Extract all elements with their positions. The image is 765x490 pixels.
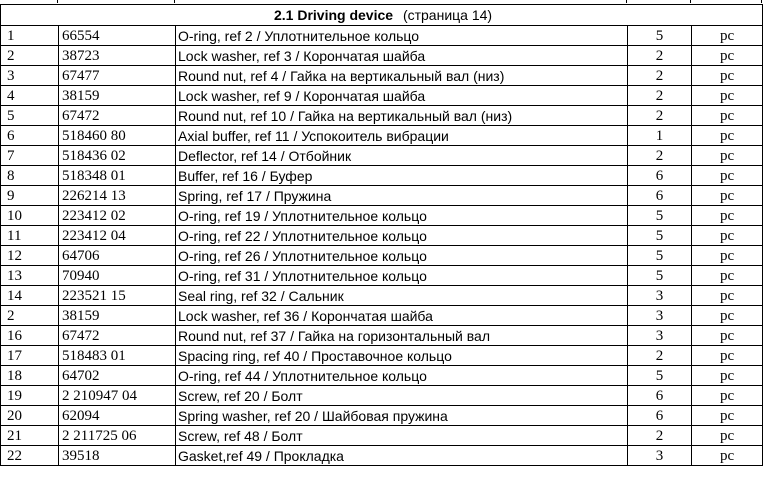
unit-cell[interactable]: pc [692,86,763,106]
quantity-cell[interactable]: 6 [628,386,692,406]
quantity-cell[interactable]: 6 [628,186,692,206]
row-number-cell[interactable]: 9 [1,186,59,206]
quantity-cell[interactable]: 3 [628,306,692,326]
unit-cell[interactable]: pc [692,66,763,86]
unit-cell[interactable]: pc [692,206,763,226]
row-number-cell[interactable]: 2 [1,46,59,66]
table-row [1,386,763,406]
unit-cell[interactable]: pc [692,226,763,246]
part-code-cell[interactable]: 39518 [59,446,176,466]
description-cell[interactable]: Gasket,ref 49 / Прокладка [176,446,628,466]
row-number-cell[interactable]: 19 [1,386,59,406]
description-cell[interactable]: O-ring, ref 22 / Уплотнительное кольцо [176,226,628,246]
quantity-cell[interactable]: 2 [628,346,692,366]
part-code-cell[interactable]: 518460 80 [59,126,176,146]
part-code-cell[interactable]: 64706 [59,246,176,266]
section-number: 2.1 [273,7,294,23]
quantity-cell[interactable]: 1 [628,126,692,146]
quantity-cell[interactable]: 5 [628,266,692,286]
part-code-cell[interactable]: 518436 02 [59,146,176,166]
table-row [1,286,763,306]
unit-cell[interactable]: pc [692,426,763,446]
row-number-cell[interactable]: 20 [1,406,59,426]
row-number-cell[interactable]: 4 [1,86,59,106]
part-code-cell[interactable]: 38159 [59,86,176,106]
part-code-cell[interactable]: 38159 [59,306,176,326]
quantity-cell[interactable]: 2 [628,66,692,86]
table-row [1,86,763,106]
table-row [1,246,763,266]
table-row [1,366,763,386]
description-cell[interactable]: Axial buffer, ref 11 / Успокоитель вибрации [176,126,628,146]
quantity-cell[interactable]: 2 [628,106,692,126]
quantity-cell[interactable]: 2 [628,146,692,166]
table-row [1,226,763,246]
row-number-cell[interactable]: 14 [1,286,59,306]
part-code-cell[interactable]: 38723 [59,46,176,66]
row-number-cell[interactable]: 6 [1,126,59,146]
row-number-cell[interactable]: 1 [1,26,59,46]
table-row [1,446,763,466]
section-header-row [1,5,763,26]
unit-cell[interactable]: pc [692,286,763,306]
row-number-cell[interactable]: 3 [1,66,59,86]
section-header-cell[interactable] [1,5,763,26]
table-row [1,306,763,326]
table-row [1,266,763,286]
row-number-cell[interactable]: 13 [1,266,59,286]
row-number-cell[interactable]: 21 [1,426,59,446]
table-row [1,186,763,206]
quantity-cell[interactable]: 5 [628,366,692,386]
unit-cell[interactable]: pc [692,186,763,206]
row-number-cell[interactable]: 12 [1,246,59,266]
row-number-cell[interactable]: 18 [1,366,59,386]
part-code-cell[interactable]: 67472 [59,106,176,126]
quantity-cell[interactable]: 3 [628,446,692,466]
table-row [1,126,763,146]
description-cell[interactable]: Spacing ring, ref 40 / Проставочное кольцо [176,346,628,366]
unit-cell[interactable]: pc [692,306,763,326]
quantity-cell[interactable]: 5 [628,246,692,266]
quantity-cell[interactable]: 5 [628,206,692,226]
description-cell[interactable]: Screw, ref 48 / Болт [176,426,628,446]
quantity-cell[interactable]: 2 [628,86,692,106]
part-code-cell[interactable]: 223521 15 [59,286,176,306]
table-row [1,46,763,66]
description-cell[interactable]: Round nut, ref 4 / Гайка на вертикальный вал (низ) [176,66,628,86]
description-cell[interactable]: O-ring, ref 2 / Уплотнительное кольцо [176,26,628,46]
unit-cell[interactable]: pc [692,26,763,46]
description-cell[interactable]: Seal ring, ref 32 / Сальник [176,286,628,306]
quantity-cell[interactable]: 5 [628,26,692,46]
row-number-cell[interactable]: 7 [1,146,59,166]
part-code-cell[interactable]: 70940 [59,266,176,286]
description-cell[interactable]: Buffer, ref 16 / Буфер [176,166,628,186]
quantity-cell[interactable]: 3 [628,286,692,306]
table-row [1,66,763,86]
unit-cell[interactable]: pc [692,246,763,266]
quantity-cell[interactable]: 5 [628,226,692,246]
table-row [1,106,763,126]
description-cell[interactable]: Lock washer, ref 3 / Корончатая шайба [176,46,628,66]
description-cell[interactable]: Lock washer, ref 36 / Корончатая шайба [176,306,628,326]
description-cell[interactable]: Lock washer, ref 9 / Корончатая шайба [176,86,628,106]
part-code-cell[interactable]: 223412 04 [59,226,176,246]
row-number-cell[interactable]: 10 [1,206,59,226]
table-row [1,146,763,166]
part-code-cell[interactable]: 64702 [59,366,176,386]
unit-cell[interactable]: pc [692,46,763,66]
description-cell[interactable]: O-ring, ref 26 / Уплотнительное кольцо [176,246,628,266]
table-row [1,346,763,366]
unit-cell[interactable]: pc [692,446,763,466]
part-code-cell[interactable]: 2 211725 06 [59,426,176,446]
parts-table [0,4,763,466]
description-cell[interactable]: O-ring, ref 44 / Уплотнительное кольцо [176,366,628,386]
row-number-cell[interactable]: 11 [1,226,59,246]
description-cell[interactable]: Deflector, ref 14 / Отбойник [176,146,628,166]
row-number-cell[interactable]: 22 [1,446,59,466]
description-cell[interactable]: O-ring, ref 19 / Уплотнительное кольцо [176,206,628,226]
quantity-cell[interactable]: 6 [628,166,692,186]
unit-cell[interactable]: pc [692,146,763,166]
unit-cell[interactable]: pc [692,386,763,406]
section-page-ref: (страница 14) [402,7,493,23]
unit-cell[interactable]: pc [692,346,763,366]
part-code-cell[interactable]: 62094 [59,406,176,426]
unit-cell[interactable]: pc [692,406,763,426]
table-row [1,26,763,46]
part-code-cell[interactable]: 2 210947 04 [59,386,176,406]
part-code-cell[interactable]: 518483 01 [59,346,176,366]
unit-cell[interactable]: pc [692,106,763,126]
part-code-cell[interactable]: 223412 02 [59,206,176,226]
quantity-cell[interactable]: 3 [628,326,692,346]
row-number-cell[interactable]: 5 [1,106,59,126]
quantity-cell[interactable]: 2 [628,426,692,446]
description-cell[interactable]: Spring, ref 17 / Пружина [176,186,628,206]
section-title: Driving device [297,7,394,23]
part-code-cell[interactable]: 518348 01 [59,166,176,186]
row-number-cell[interactable]: 2 [1,306,59,326]
row-number-cell[interactable]: 17 [1,346,59,366]
table-row [1,206,763,226]
row-number-cell[interactable]: 16 [1,326,59,346]
unit-cell[interactable]: pc [692,126,763,146]
part-code-cell[interactable]: 66554 [59,26,176,46]
part-code-cell[interactable]: 67472 [59,326,176,346]
row-number-cell[interactable]: 8 [1,166,59,186]
part-code-cell[interactable]: 67477 [59,66,176,86]
unit-cell[interactable]: pc [692,166,763,186]
quantity-cell[interactable]: 6 [628,406,692,426]
unit-cell[interactable]: pc [692,326,763,346]
description-cell[interactable]: Round nut, ref 10 / Гайка на вертикальный вал (низ) [176,106,628,126]
description-cell[interactable]: Spring washer, ref 20 / Шайбовая пружина [176,406,628,426]
table-row [1,406,763,426]
unit-cell[interactable]: pc [692,266,763,286]
quantity-cell[interactable]: 2 [628,46,692,66]
table-row [1,326,763,346]
description-cell[interactable]: Round nut, ref 37 / Гайка на горизонтальный вал [176,326,628,346]
description-cell[interactable]: Screw, ref 20 / Болт [176,386,628,406]
description-cell[interactable]: O-ring, ref 31 / Уплотнительное кольцо [176,266,628,286]
part-code-cell[interactable]: 226214 13 [59,186,176,206]
unit-cell[interactable]: pc [692,366,763,386]
table-row [1,426,763,446]
table-row [1,166,763,186]
previous-row-edge [0,0,765,3]
